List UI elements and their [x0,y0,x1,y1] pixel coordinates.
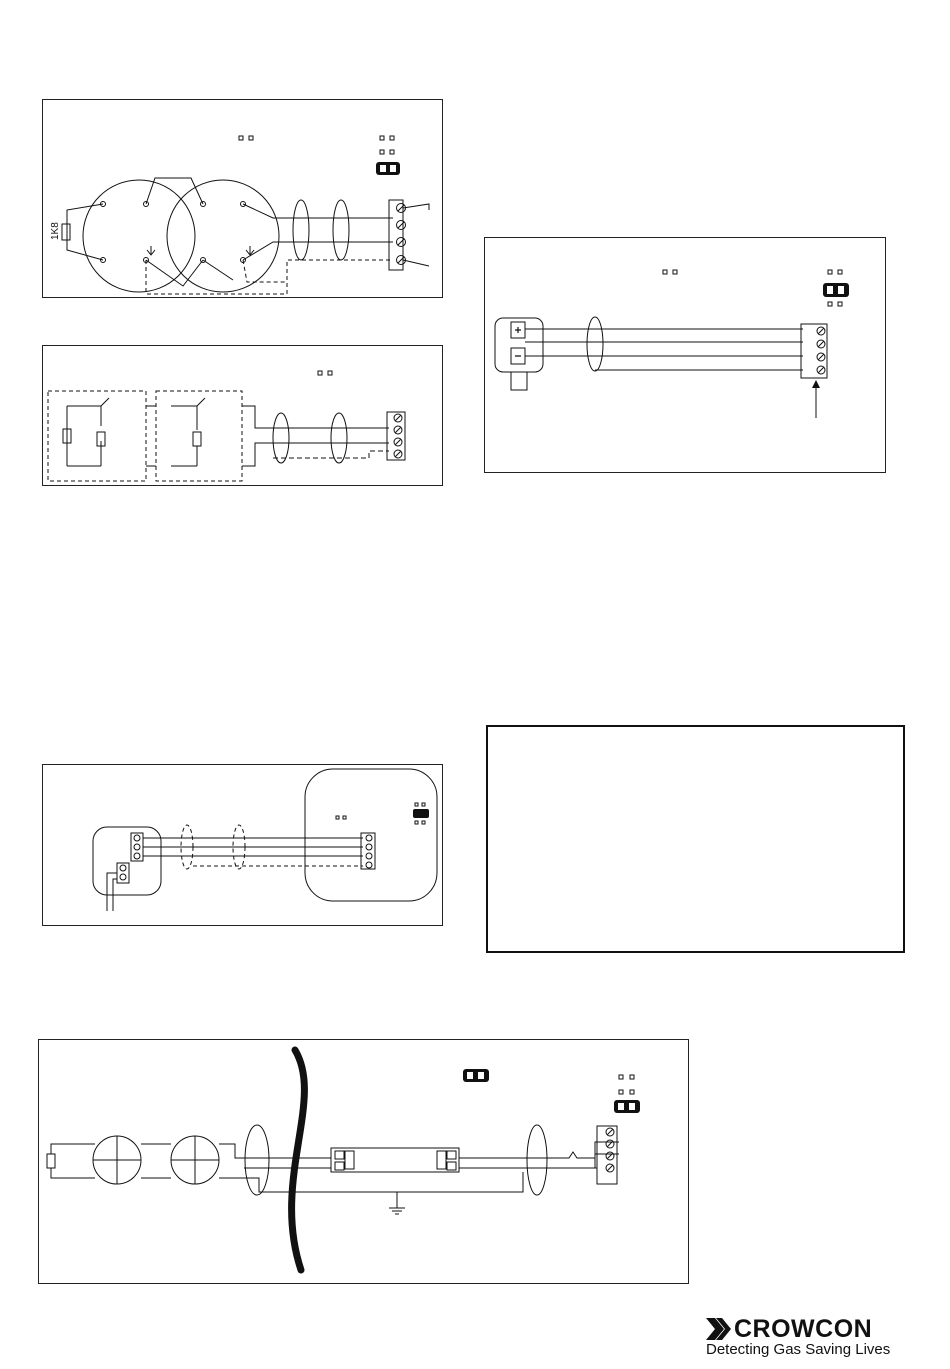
cable-screen-right [527,1125,547,1195]
enclosure [305,769,437,901]
junction-box [93,827,161,895]
diagram-sensor-terminal [484,237,886,473]
detector-base-2 [167,180,279,292]
notes-box [486,725,905,953]
safety-barrier [331,1148,459,1172]
jumper-link [376,162,400,175]
diagram-two-detectors-resistor [42,99,443,298]
diagram-junction-enclosure [42,764,443,926]
brand-tagline: Detecting Gas Saving Lives [706,1341,891,1358]
wiring-diagram-5 [39,1040,690,1285]
detector-base-1 [83,180,195,292]
diagram-hazardous-barrier [38,1039,689,1284]
brand-name: CROWCON [734,1315,873,1343]
resistor-label: 1K8 [50,222,61,240]
wiring-diagram-1 [43,100,444,299]
wiring-diagram-3 [485,238,887,474]
hazard-zone-divider [292,1050,305,1270]
diagram-two-devices-dashed [42,345,443,486]
crowcon-logo [706,1315,902,1362]
cable-screen-left [245,1125,269,1195]
crowcon-chevron-icon [706,1318,732,1340]
wiring-diagram-2 [43,346,444,487]
wiring-diagram-4 [43,765,444,927]
